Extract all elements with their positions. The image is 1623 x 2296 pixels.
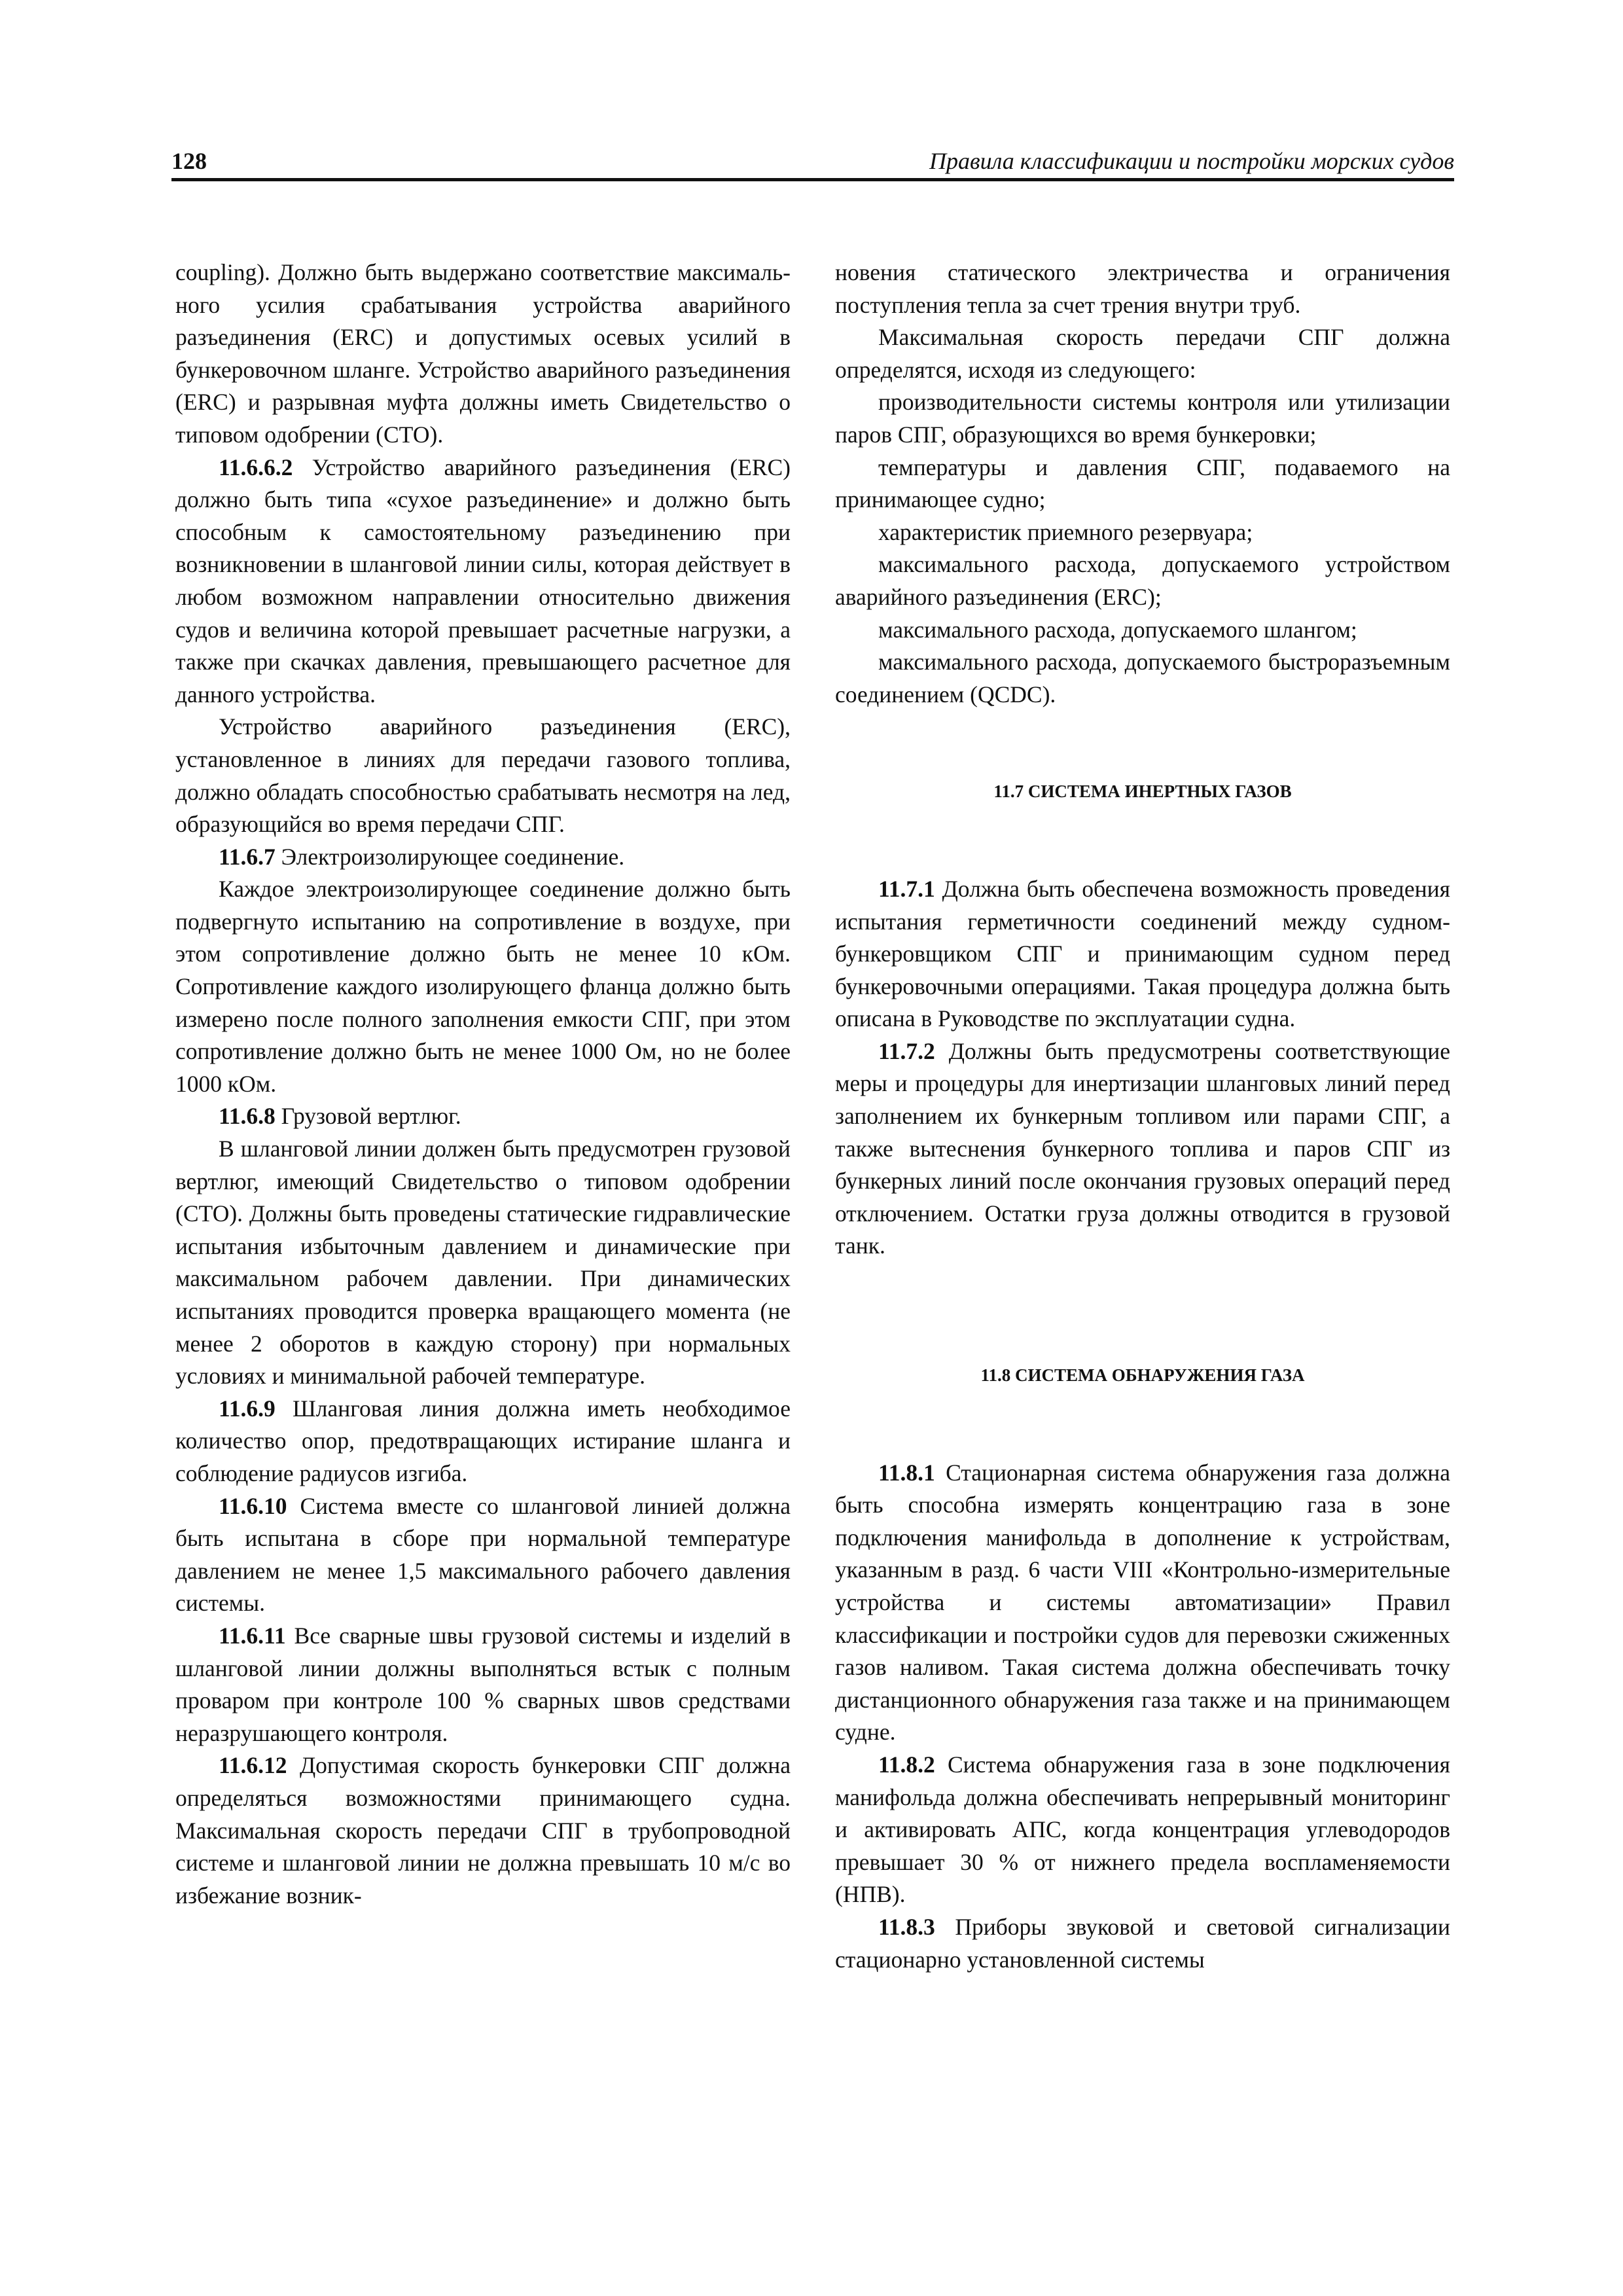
running-title: Правила классификации и постройки морских судов (929, 148, 1454, 174)
paragraph-11-6-12 (175, 1749, 791, 1912)
clause-text: Все сварные швы грузовой системы и изделий в шланговой линии должны выполняться встык с полным проваром при контроле 100 % сварных швов средствами неразрушающего контроля. (175, 1622, 791, 1746)
clause-number: 11.6.7 (219, 843, 276, 870)
page-number: 128 (171, 148, 207, 174)
paragraph-11-7-1 (835, 873, 1450, 1035)
clause-text: Должна быть обеспечена возможность проведения испытания герметичности соединений между судном-бункеровщиком СПГ и принимающим судном перед бункеровочными операциями. Такая процедура должна быть описана в Руководстве по эксплуатации судна. (835, 875, 1450, 1032)
paragraph-11-6-7 (175, 841, 791, 874)
clause-text: Должны быть предусмотрены соответствующие меры и процедуры для инертизации шланговых линий перед заполнением их бункерным топливом или парами СПГ, а также вытеснения бункерного топлива и паров СПГ из бункерных линий после окончания грузовых операций перед отключением. Остатки груза должны отводится в грузовой танк. (835, 1037, 1450, 1259)
list-item: максимального расхода, допускаемого шлангом; (878, 616, 1357, 643)
list-item: максимального расхода, допускаемого быстроразъемным соединением (QCDC). (835, 649, 1450, 708)
clause-number: 11.6.11 (219, 1622, 286, 1649)
clause-number: 11.7.1 (878, 875, 935, 902)
paragraph: Устройство аварийного разъединения (ERC), установленное в линиях для передачи газового топлива, должно обладать способностью срабатывать несмотря на лед, образующийся во время передачи СПГ. (175, 713, 791, 838)
clause-text: Электроизолирующее соединение. (275, 843, 625, 870)
clause-text: Допустимая скорость бункеровки СПГ должна определяться возможностями принимающего судна. Максимальная скорость передачи СПГ в трубопроводной системе и шланговой линии не должна превышать 10 м/с во избежание возник- (175, 1752, 791, 1909)
clause-text: Приборы звуковой и световой сигнализации стационарно установленной системы (835, 1913, 1450, 1973)
list-item: температуры и давления СПГ, подаваемого на принимающее судно; (835, 454, 1450, 513)
paragraph-11-8-3 (835, 1911, 1450, 1976)
clause-text: Система обнаружения газа в зоне подключения манифольда должна обеспечивать непрерывный мониторинг и активировать АПС, когда концентрация углеводородов превышает 30 % от нижнего предела воспламеняемости (НПВ). (835, 1751, 1450, 1908)
clause-number: 11.7.2 (878, 1037, 935, 1064)
paragraph-11-8-2 (835, 1749, 1450, 1911)
paragraph-11-8-1 (835, 1457, 1450, 1749)
spacer (835, 1392, 1450, 1457)
clause-number: 11.6.12 (219, 1752, 287, 1779)
paragraph-11-6-9 (175, 1393, 791, 1490)
clause-number: 11.6.9 (219, 1395, 276, 1422)
section-heading-11-8: 11.8 СИСТЕМА ОБНАРУЖЕНИЯ ГАЗА (980, 1365, 1305, 1386)
paragraph-11-6-6-2 (175, 452, 791, 711)
clause-text: Система вместе со шланговой линией должна быть испытана в сборе при нормальной температуре давлением не менее 1,5 максимального рабочего давления системы. (175, 1492, 791, 1617)
header-rule (171, 178, 1454, 181)
spacer (835, 808, 1450, 873)
spacer (835, 1263, 1450, 1359)
page-header (171, 144, 1454, 178)
clause-number: 11.6.10 (219, 1492, 287, 1519)
paragraph: Максимальная скорость передачи СПГ должна определятся, исходя из следующего: (835, 324, 1450, 383)
clause-text: Стационарная система обнаружения газа должна быть способна измерять концентрацию газа в зоне подключения манифольда в дополнение к устройствам, указанным в разд. 6 части VIII «Контрольно-измерительные устройства и системы автоматизации» Правил классификации и постройки судов для перевозки сжиженных газов наливом. Такая система должна обеспечивать точку дистанционного обнаружения газа также и на принимающем судне. (835, 1459, 1450, 1746)
list-item: характеристик приемного резервуара; (878, 518, 1253, 545)
paragraph-11-6-10 (175, 1490, 791, 1620)
paragraph-11-6-11 (175, 1620, 791, 1749)
clause-number: 11.6.8 (219, 1103, 276, 1130)
spacer (835, 711, 1450, 776)
left-column (175, 257, 791, 1912)
paragraph-11-6-8 (175, 1100, 791, 1133)
clause-number: 11.8.2 (878, 1751, 935, 1778)
paragraph: coupling). Должно быть выдержано соответствие максималь-ного усилия срабатывания устройства аварийного разъединения (ERC) и допустимых осевых усилий в бункеровочном шланге. Устройство аварийного разъединения (ERC) и разрывная муфта должны иметь Свидетельство о типовом одобрении (СТО). (175, 259, 791, 448)
list-item: производительности системы контроля или утилизации паров СПГ, образующихся во время бункеровки; (835, 389, 1450, 448)
paragraph-11-7-2 (835, 1035, 1450, 1263)
paragraph: новения статического электричества и ограничения поступления тепла за счет трения внутри труб. (835, 259, 1450, 318)
paragraph: В шланговой линии должен быть предусмотрен грузовой вертлюг, имеющий Свидетельство о типовом одобрении (СТО). Должны быть проведены статические гидравлические испытания избыточным давлением и динамические при максимальном рабочем давлении. При динамических испытаниях проводится проверка вращающего момента (не менее 2 оборотов в каждую сторону) при нормальных условиях и минимальной рабочей температуре. (175, 1136, 791, 1390)
clause-number: 11.8.3 (878, 1913, 935, 1940)
paragraph: Каждое электроизолирующее соединение должно быть подвергнуто испытанию на сопротивление в воздухе, при этом сопротивление должно быть не менее 10 кОм. Сопротивление каждого изолирующего фланца должно быть измерено после полного заполнения емкости СПГ, при этом сопротивление должно быть не менее 1000 Ом, но не более 1000 кОм. (175, 876, 791, 1097)
list-item: максимального расхода, допускаемого устройством аварийного разъединения (ERC); (835, 551, 1450, 610)
right-column (835, 257, 1450, 1976)
clause-text: Грузовой вертлюг. (275, 1103, 461, 1130)
clause-text: Шланговая линия должна иметь необходимое количество опор, предотвращающих истирание шланга и соблюдение радиусов изгиба. (175, 1395, 791, 1486)
section-heading-11-7: 11.7 СИСТЕМА ИНЕРТНЫХ ГАЗОВ (993, 781, 1292, 802)
clause-text: Устройство аварийного разъединения (ERC) должно быть типа «сухое разъединение» и должно быть способным к самостоятельному разъединению при возникновении в шланговой линии силы, которая действует в любом возможном направлении относительно движения судов и величина которой превышает расчетные нагрузки, а также при скачках давления, превышающего расчетное для данного устройства. (175, 454, 791, 708)
clause-number: 11.8.1 (878, 1459, 935, 1486)
clause-number: 11.6.6.2 (219, 454, 293, 480)
